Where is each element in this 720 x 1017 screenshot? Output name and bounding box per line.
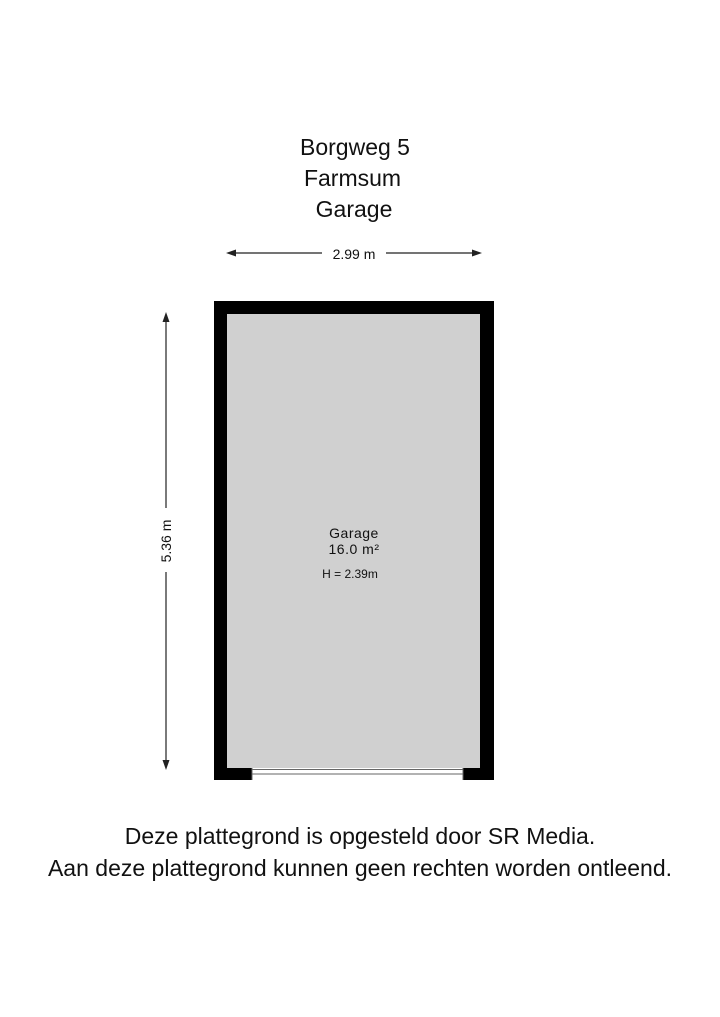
address-title: Borgweg 5	[300, 134, 410, 160]
arrow-up-icon	[163, 312, 170, 322]
garage-door	[252, 768, 463, 780]
arrow-down-icon	[163, 760, 170, 770]
floor-title: Garage	[315, 196, 393, 222]
depth-dimension	[158, 312, 174, 770]
city-title: Farmsum	[303, 165, 402, 191]
room-area: 16.0 m²	[328, 541, 380, 557]
arrow-right-icon	[472, 250, 482, 257]
width-dimension-label: 2.99 m	[332, 246, 376, 262]
disclaimer-line-2: Aan deze plattegrond kunnen geen rechten worden ontleend.	[47, 855, 673, 881]
arrow-left-icon	[226, 250, 236, 257]
room-height: H = 2.39m	[322, 567, 378, 581]
disclaimer	[0, 820, 720, 884]
depth-dimension-label: 5.36 m	[158, 519, 174, 563]
disclaimer-line-1: Deze plattegrond is opgesteld door SR Media.	[124, 823, 596, 849]
width-dimension	[226, 246, 482, 262]
room-name: Garage	[329, 525, 379, 541]
